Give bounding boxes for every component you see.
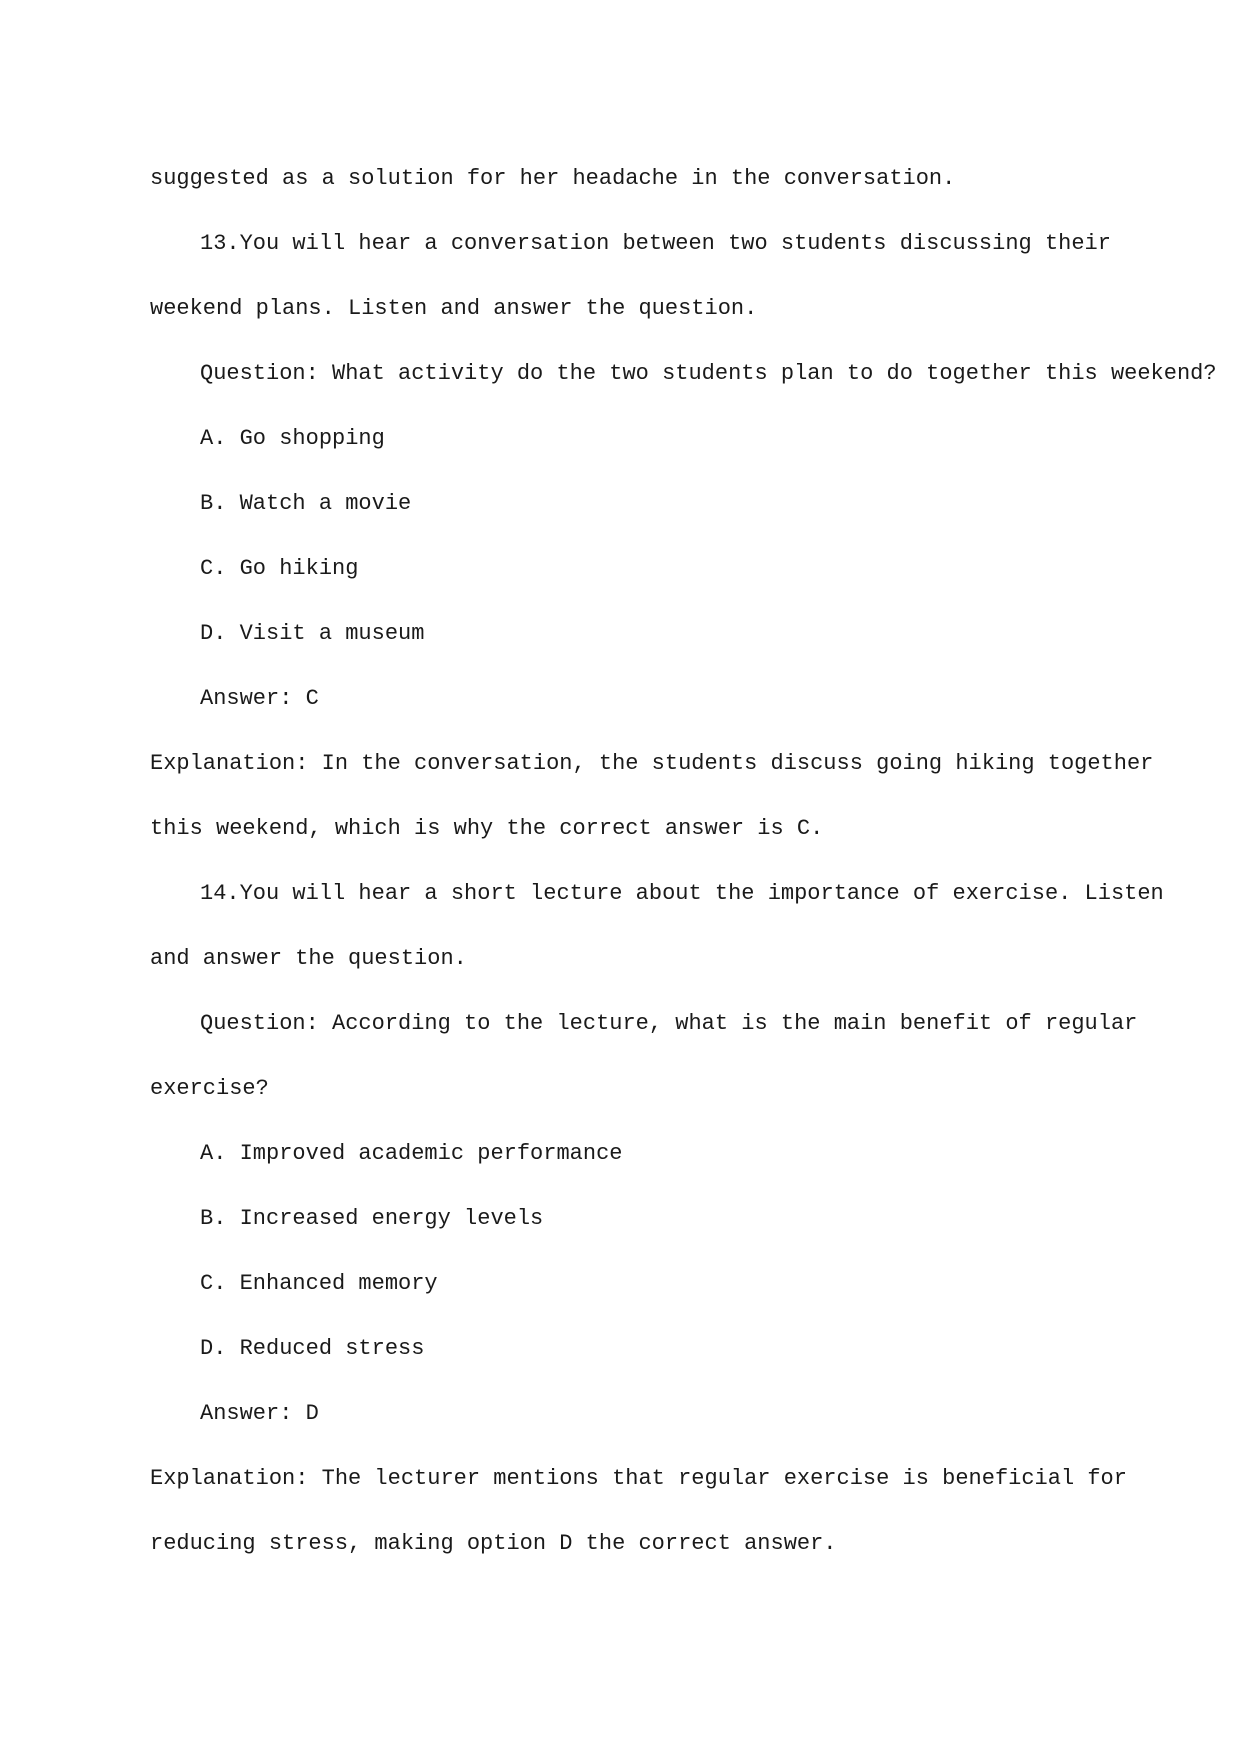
- question-13-option-b: B. Watch a movie: [200, 491, 412, 516]
- question-13-question: Question: What activity do the two students plan to do together this weekend?: [200, 361, 1217, 386]
- text-line: this weekend, which is why the correct answer is C.: [150, 816, 824, 841]
- question-14-answer: Answer: D: [200, 1401, 319, 1426]
- question-13-option-c: C. Go hiking: [200, 556, 359, 581]
- question-13-explanation: Explanation: In the conversation, the students discuss going hiking together: [150, 751, 1154, 776]
- question-14-option-c: C. Enhanced memory: [200, 1271, 438, 1296]
- question-14-option-d: D. Reduced stress: [200, 1336, 425, 1361]
- question-14-explanation: Explanation: The lecturer mentions that regular exercise is beneficial for: [150, 1466, 1127, 1491]
- text-line: exercise?: [150, 1076, 269, 1101]
- question-13-prompt: 13.You will hear a conversation between two students discussing their: [200, 231, 1111, 256]
- text-line: suggested as a solution for her headache in the conversation.: [150, 166, 956, 191]
- question-13-answer: Answer: C: [200, 686, 319, 711]
- question-14-option-b: B. Increased energy levels: [200, 1206, 544, 1231]
- question-14-question: Question: According to the lecture, what is the main benefit of regular: [200, 1011, 1138, 1036]
- question-13-option-d: D. Visit a museum: [200, 621, 425, 646]
- question-14-prompt: 14.You will hear a short lecture about the importance of exercise. Listen: [200, 881, 1164, 906]
- text-line: weekend plans. Listen and answer the question.: [150, 296, 758, 321]
- text-line: and answer the question.: [150, 946, 467, 971]
- text-line: reducing stress, making option D the correct answer.: [150, 1531, 837, 1556]
- question-14-option-a: A. Improved academic performance: [200, 1141, 623, 1166]
- document-body: [150, 146, 1217, 1576]
- question-13-option-a: A. Go shopping: [200, 426, 385, 451]
